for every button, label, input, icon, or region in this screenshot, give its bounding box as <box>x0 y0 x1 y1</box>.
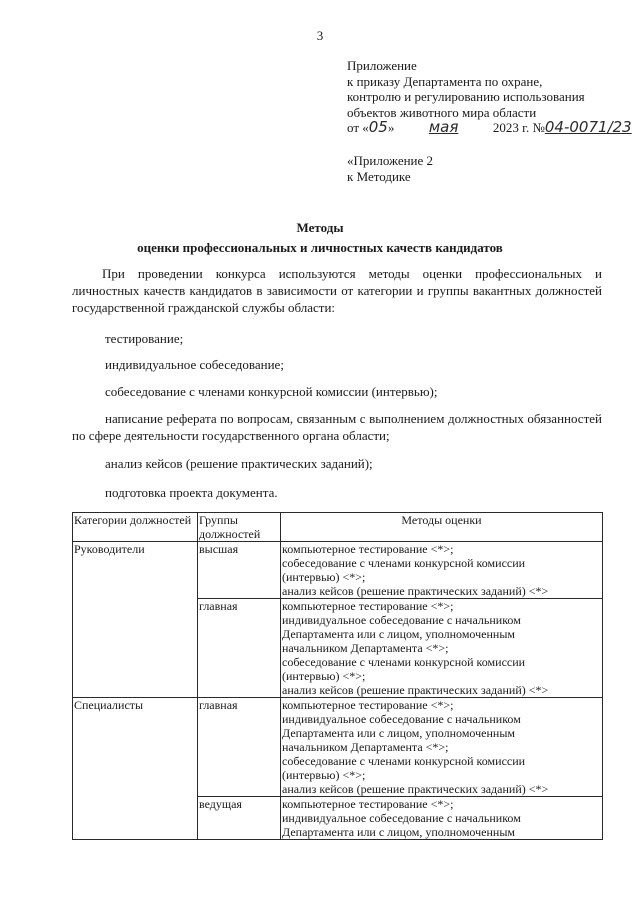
method-line: индивидуальное собеседование с начальником <box>282 712 521 726</box>
header-methods: Методы оценки <box>281 513 603 542</box>
cell-methods <box>281 797 603 840</box>
table-header-row <box>73 513 603 542</box>
method-line: анализ кейсов (решение практических заданий) <*> <box>282 782 549 796</box>
annex-2-line-2: к Методике <box>347 168 411 184</box>
annex-line-3: контролю и регулированию использования <box>347 89 585 105</box>
method-line: начальником Департамента <*>; <box>282 641 449 655</box>
handwritten-number: 04-0071/23 <box>544 118 632 137</box>
method-line: собеседование с членами конкурсной комиссии <box>282 556 526 570</box>
cell-group: ведущая <box>198 797 281 840</box>
method-line: компьютерное тестирование <*>; <box>282 542 454 556</box>
header-category: Категории должностей <box>73 513 198 542</box>
date-prefix: от « <box>347 120 369 136</box>
cell-methods <box>281 599 603 698</box>
method-line: (интервью) <*>; <box>282 669 366 683</box>
method-line: анализ кейсов (решение практических заданий) <*> <box>282 584 549 598</box>
method-line: Департамента или с лицом, уполномоченным <box>282 627 515 641</box>
page-number: 3 <box>316 28 324 43</box>
annex-line-4: объектов животного мира области <box>347 104 537 120</box>
method-item: анализ кейсов (решение практических заданий); <box>105 456 373 471</box>
method-line: индивидуальное собеседование с начальником <box>282 613 521 627</box>
method-line: (интервью) <*>; <box>282 570 366 584</box>
annex-header <box>347 58 632 136</box>
cell-methods <box>281 542 603 599</box>
annex-line-2: к приказу Департамента по охране, <box>347 73 543 89</box>
method-line: компьютерное тестирование <*>; <box>282 599 454 613</box>
method-line: анализ кейсов (решение практических заданий) <*> <box>282 683 549 697</box>
handwritten-day: 05 <box>368 118 388 137</box>
date-mid: » <box>387 120 395 136</box>
cell-category: Руководители <box>73 542 198 698</box>
method-line: компьютерное тестирование <*>; <box>282 698 454 712</box>
method-line: собеседование с членами конкурсной комиссии <box>282 754 526 768</box>
table-row <box>73 698 603 797</box>
header-group: Группы должностей <box>198 513 281 542</box>
cell-group: главная <box>198 599 281 698</box>
method-line: индивидуальное собеседование с начальником <box>282 811 521 825</box>
method-item: подготовка проекта документа. <box>105 485 278 500</box>
year-text: 2023 г. № <box>492 120 545 136</box>
method-line: собеседование с членами конкурсной комиссии <box>282 655 526 669</box>
method-item: тестирование; <box>105 331 184 346</box>
methods-table <box>72 512 603 840</box>
title-line-1: Методы <box>296 220 344 235</box>
method-item: собеседование с членами конкурсной комиссии (интервью); <box>105 384 438 399</box>
table-row <box>73 542 603 599</box>
annex-line-1: Приложение <box>347 58 417 73</box>
method-line: Департамента или с лицом, уполномоченным <box>282 825 515 839</box>
method-line: (интервью) <*>; <box>282 768 366 782</box>
method-line: компьютерное тестирование <*>; <box>282 797 454 811</box>
method-line: Департамента или с лицом, уполномоченным <box>282 726 515 740</box>
cell-group: главная <box>198 698 281 797</box>
annex-2-header <box>347 153 433 184</box>
handwritten-month: мая <box>428 118 459 137</box>
annex-2-line-1: «Приложение 2 <box>347 153 434 168</box>
intro-paragraph: При проведении конкурса используются методы оценки профессиональных и личностных качеств кандидатов в зависимости от категории и группы вакантных должностей государственной гражданской службы области: <box>72 266 602 315</box>
title-line-2: оценки профессиональных и личностных качеств кандидатов <box>137 240 503 255</box>
annex-date-line <box>347 120 632 136</box>
cell-methods <box>281 698 603 797</box>
cell-group: высшая <box>198 542 281 599</box>
cell-category: Специалисты <box>73 698 198 840</box>
method-line: начальником Департамента <*>; <box>282 740 449 754</box>
method-item: индивидуальное собеседование; <box>105 357 284 372</box>
method-item: написание реферата по вопросам, связанным с выполнением должностных обязанностей по сфере деятельности государственного органа области; <box>72 411 602 443</box>
